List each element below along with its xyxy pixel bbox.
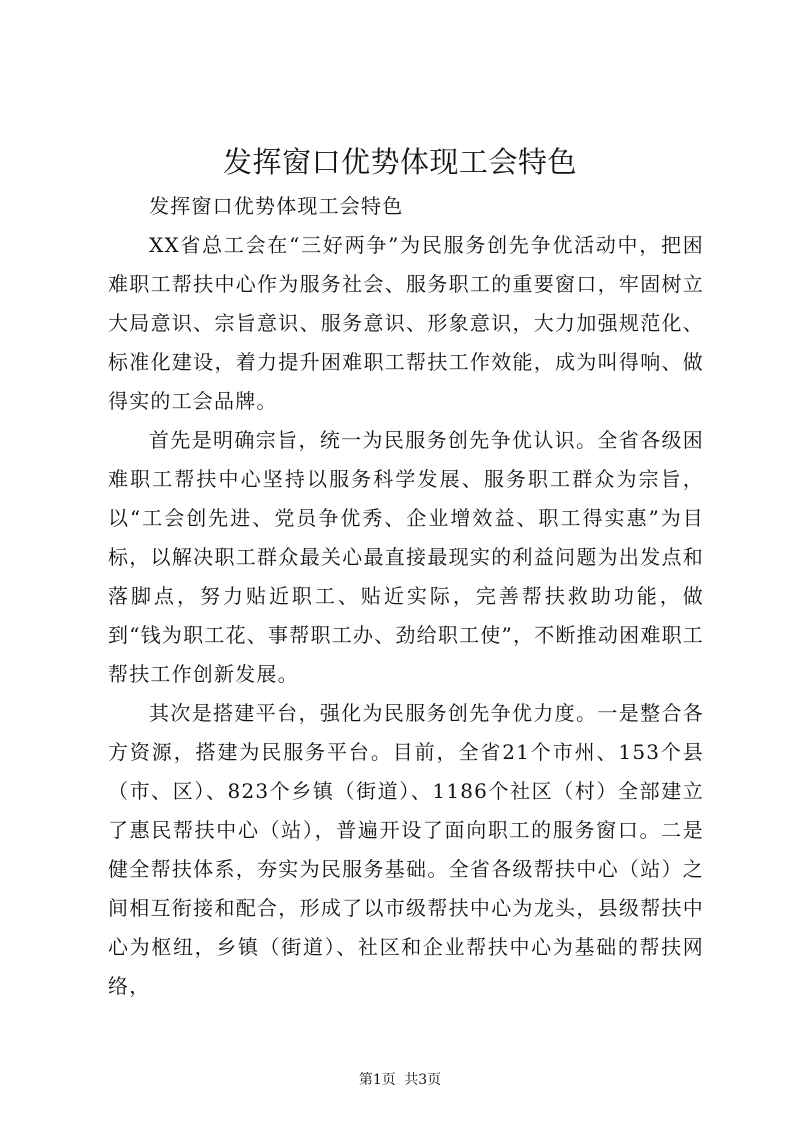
document-body	[108, 187, 704, 1006]
second-point-paragraph: 其次是搭建平台，强化为民服务创先争优力度。一是整合各方资源，搭建为民服务平台。目前，全省21个市州、153个县（市、区）、823个乡镇（街道）、1186个社区（村）全部建立了惠民帮扶中心（站），普遍开设了面向职工的服务窗口。二是健全帮扶体系，夯实为民服务基础。全省各级帮扶中心（站）之间相互衔接和配合，形成了以市级帮扶中心为龙头，县级帮扶中心为枢纽，乡镇（街道）、社区和企业帮扶中心为基础的帮扶网络，	[108, 701, 704, 998]
subtitle-paragraph: 发挥窗口优势体现工会特色	[149, 194, 404, 218]
first-point-paragraph: 首先是明确宗旨，统一为民服务创先争优认识。全省各级困难职工帮扶中心坚持以服务科学发展、服务职工群众为宗旨，以“工会创先进、党员争优秀、企业增效益、职工得实惠”为目标，以解决职工群众最关心最直接最现实的利益问题为出发点和落脚点，努力贴近职工、贴近实际，完善帮扶救助功能，做到“钱为职工花、事帮职工办、劲给职工使”，不断推动困难职工帮扶工作创新发展。	[108, 428, 704, 686]
page-number: 第1页	[358, 1072, 396, 1088]
document-title: 发挥窗口优势体现工会特色	[222, 145, 577, 179]
page-footer	[0, 1070, 800, 1090]
total-pages: 共3页	[404, 1072, 442, 1088]
intro-paragraph: XX省总工会在“三好两争”为民服务创先争优活动中，把困难职工帮扶中心作为服务社会、服务职工的重要窗口，牢固树立大局意识、宗旨意识、服务意识、形象意识，大力加强规范化、标准化建设，着力提升困难职工帮扶工作效能，成为叫得响、做得实的工会品牌。	[108, 233, 704, 413]
